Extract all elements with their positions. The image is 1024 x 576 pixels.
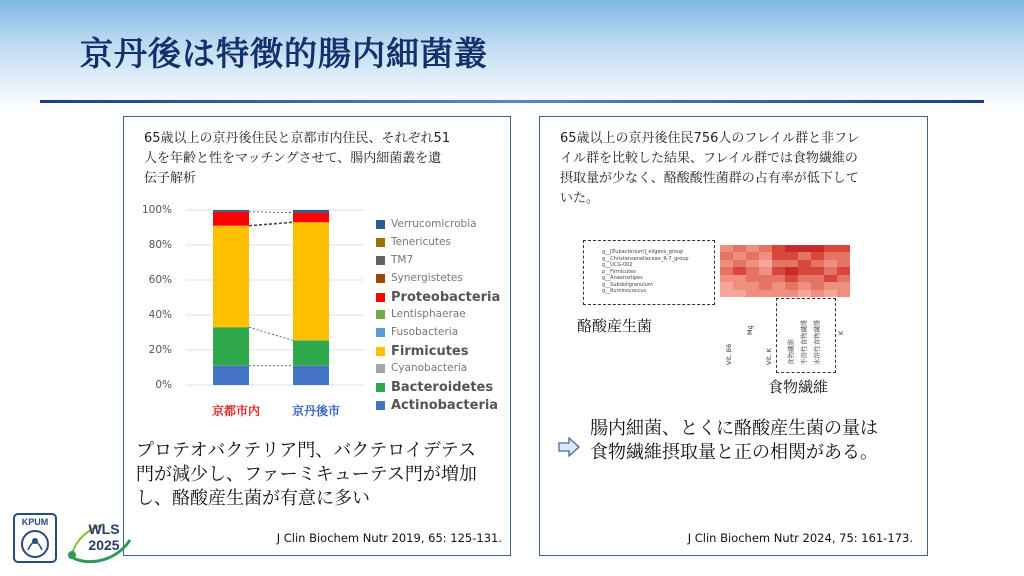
heatmap-cell [837,252,850,259]
heatmap-figure [540,117,926,407]
y-tick-label: 20% [148,344,172,356]
x-category-label: 京丹後市 [292,404,341,418]
heatmap-cell [811,290,824,297]
legend-item [376,218,477,230]
heatmap-cell [772,282,785,289]
bar-segment-verrucomicrobia [213,210,249,212]
legend-label: Firmicutes [391,344,469,359]
wls-2025-logo [64,510,138,570]
heatmap-cell [824,252,837,259]
heatmap-cell [785,282,798,289]
heatmap-cell [720,275,733,282]
heatmap-row-label: p__Firmicutes [602,268,636,275]
left-citation: J Clin Biochem Nutr 2019, 65: 125-131. [276,531,502,545]
heatmap-cell [720,267,733,274]
legend-label: Verrucomicrobia [391,218,477,230]
right-conclusion-line: 腸内細菌、とくに酪酸産生菌の量は [590,418,878,439]
wls-year-text: 2025 [88,537,120,553]
y-tick-label: 100% [142,204,173,216]
heatmap-cell [720,252,733,259]
heatmap-cell [785,245,798,252]
bar-segment-actinobacteria [213,366,249,385]
right-conclusion-line: 食物繊維摂取量と正の相関がある。 [590,442,878,463]
left-conclusion [136,439,477,511]
heatmap-cell [811,260,824,267]
heatmap-column-label: Vit. K [765,347,773,365]
left-description-line: 人を年齢と性をマッチングさせて、腸内細菌叢を遺 [144,151,442,166]
left-description-line: 65歳以上の京丹後住民と京都市内住民、それぞれ51 [144,131,451,146]
legend-label: Cyanobacteria [391,362,468,374]
legend-swatch [376,256,385,265]
heatmap-cell [811,275,824,282]
heatmap-row-label: g__[Eubacterium]_eligens_group [602,249,684,255]
heatmap-column-label: Vit. B6 [725,343,733,365]
heatmap-cell [772,252,785,259]
left-panel [123,116,511,556]
legend-swatch [376,293,385,302]
heatmap-column-label: Mg [746,325,754,335]
heatmap-cell [798,282,811,289]
y-tick-label: 60% [148,274,172,286]
heatmap-cell [824,267,837,274]
legend-swatch [376,310,385,319]
heatmap-cell [837,282,850,289]
heatmap-cell [837,245,850,252]
heatmap-cell [759,260,772,267]
right-description-line: いた。 [560,191,600,206]
heatmap-cell [759,267,772,274]
heatmap-column-label: 水溶性食物繊維 [813,319,821,365]
bar-segment-proteobacteria [213,212,249,226]
y-tick-label: 40% [148,309,172,321]
heatmap-cell [824,260,837,267]
heatmap-cell [811,245,824,252]
right-description-line: 摂取量が少なく、酪酸酸性菌群の占有率が低下して [560,171,859,186]
heatmap-cell [824,290,837,297]
kpum-logo [12,512,58,568]
bar-segment-proteobacteria [293,213,329,223]
heatmap-cell [733,245,746,252]
legend-label: Actinobacteria [391,398,499,413]
heatmap-cell [733,252,746,259]
heatmap-cell [824,282,837,289]
right-description-line: 65歳以上の京丹後住民756人のフレイル群と非フレ [560,131,860,146]
heatmap-cell [811,267,824,274]
left-conclusion-line: し、酪酸産生菌が有意に多い [136,488,370,509]
heatmap-cell [811,282,824,289]
heatmap-cell [798,290,811,297]
right-conclusion [590,417,878,465]
heatmap-cell [824,245,837,252]
heatmap-cell [720,260,733,267]
legend-swatch [376,328,385,337]
legend-label: Lentisphaerae [391,308,466,320]
heatmap-column-label: 食物繊維 [787,339,795,365]
heatmap-cell [746,267,759,274]
heatmap-cell [772,267,785,274]
legend-label: TM7 [391,254,414,266]
heatmap-cell [759,252,772,259]
left-description-line: 伝子解析 [144,171,197,186]
legend-item [376,290,500,305]
connector-line [249,327,293,340]
heatmap-cell [811,252,824,259]
title-divider [40,100,984,103]
heatmap-cell [772,245,785,252]
heatmap-cell [746,282,759,289]
heatmap-row-label: g__Anaerostipes [602,275,643,281]
heatmap-cell [720,282,733,289]
kpum-logo-text: KPUM [21,517,49,527]
heatmap-cell [785,252,798,259]
heatmap-row-label: g__UCG-002 [602,262,633,268]
heatmap-cell [733,260,746,267]
legend-item [376,272,463,284]
bar-segment-firmicutes [213,226,249,328]
left-conclusion-line: プロテオバクテリア門、バクテロイデテス [136,440,477,461]
right-arrow-icon [558,437,580,461]
heatmap-cell [824,275,837,282]
heatmap-cell [798,260,811,267]
heatmap-cell [785,275,798,282]
legend-item [376,398,498,413]
bar-segment-bacteroidetes [213,327,249,366]
heatmap-cell [746,290,759,297]
heatmap-cell [720,245,733,252]
heatmap-cell [759,282,772,289]
left-conclusion-line: 門が減少し、ファーミキューテス門が増加 [136,464,477,485]
heatmap-cell [733,267,746,274]
heatmap-cell [798,267,811,274]
legend-label: Fusobacteria [391,326,459,338]
legend-swatch [376,383,385,392]
legend-item [376,254,413,266]
heatmap-cell [733,282,746,289]
bar-segment-bacteroidetes [293,340,329,365]
legend-label: Proteobacteria [391,290,501,305]
heatmap-row-label: g__Ruminococcus [602,288,647,294]
heatmap-row-label: g__Christensenellaceae_R-7_group [602,255,689,262]
heatmap-column-label: 不溶性食物繊維 [800,319,808,365]
right-panel [539,116,928,556]
slide-title: 京丹後は特徴的腸内細菌叢 [80,34,488,73]
heatmap-cell [772,275,785,282]
heatmap-cell [733,290,746,297]
wls-text: WLS [88,521,120,537]
legend-label: Synergistetes [391,272,463,284]
legend-item [376,344,468,359]
connector-line [249,212,293,213]
heatmap-cell [772,290,785,297]
x-category-label: 京都市内 [212,404,261,418]
heatmap-cell [759,290,772,297]
legend-label: Tenericutes [391,236,451,248]
legend-swatch [376,347,385,356]
heatmap-cell [798,252,811,259]
heatmap-cell [785,260,798,267]
butyrate-label: 酪酸産生菌 [577,317,653,335]
legend-swatch [376,274,385,283]
right-citation: J Clin Biochem Nutr 2024, 75: 161-173. [687,531,913,545]
heatmap-cell [746,260,759,267]
legend-swatch [376,220,385,229]
legend-item [376,326,458,338]
legend-item [376,362,467,374]
heatmap-cell [759,245,772,252]
bar-segment-firmicutes [293,222,329,340]
heatmap-cell [785,267,798,274]
fiber-label: 食物繊維 [768,378,829,396]
right-description-line: イル群を比較した結果、フレイル群では食物繊維の [560,151,858,166]
connector-line [249,222,293,226]
bar-segment-actinobacteria [293,366,329,385]
legend-swatch [376,401,385,410]
heatmap-cell [733,275,746,282]
legend-item [376,236,451,248]
legend-item [376,308,466,320]
legend-swatch [376,364,385,373]
heatmap-grid [720,245,850,297]
heatmap-column-label: K [837,330,845,335]
heatmap-cell [798,275,811,282]
heatmap-cell [720,290,733,297]
heatmap-cell [772,260,785,267]
heatmap-cell [837,290,850,297]
heatmap-cell [798,245,811,252]
heatmap-cell [837,267,850,274]
legend-item [376,380,493,395]
legend-label: Bacteroidetes [391,380,494,395]
bar-segment-verrucomicrobia [293,210,329,213]
heatmap-cell [746,252,759,259]
heatmap-cell [837,260,850,267]
heatmap-row-label: g__Subdoligranulum [602,281,653,288]
legend-swatch [376,238,385,247]
chart-legend [376,217,511,417]
heatmap-cell [746,275,759,282]
y-tick-label: 0% [155,379,172,391]
heatmap-cell [785,290,798,297]
heatmap-cell [759,275,772,282]
heatmap-cell [746,245,759,252]
heatmap-cell [837,275,850,282]
y-tick-label: 80% [148,239,172,251]
